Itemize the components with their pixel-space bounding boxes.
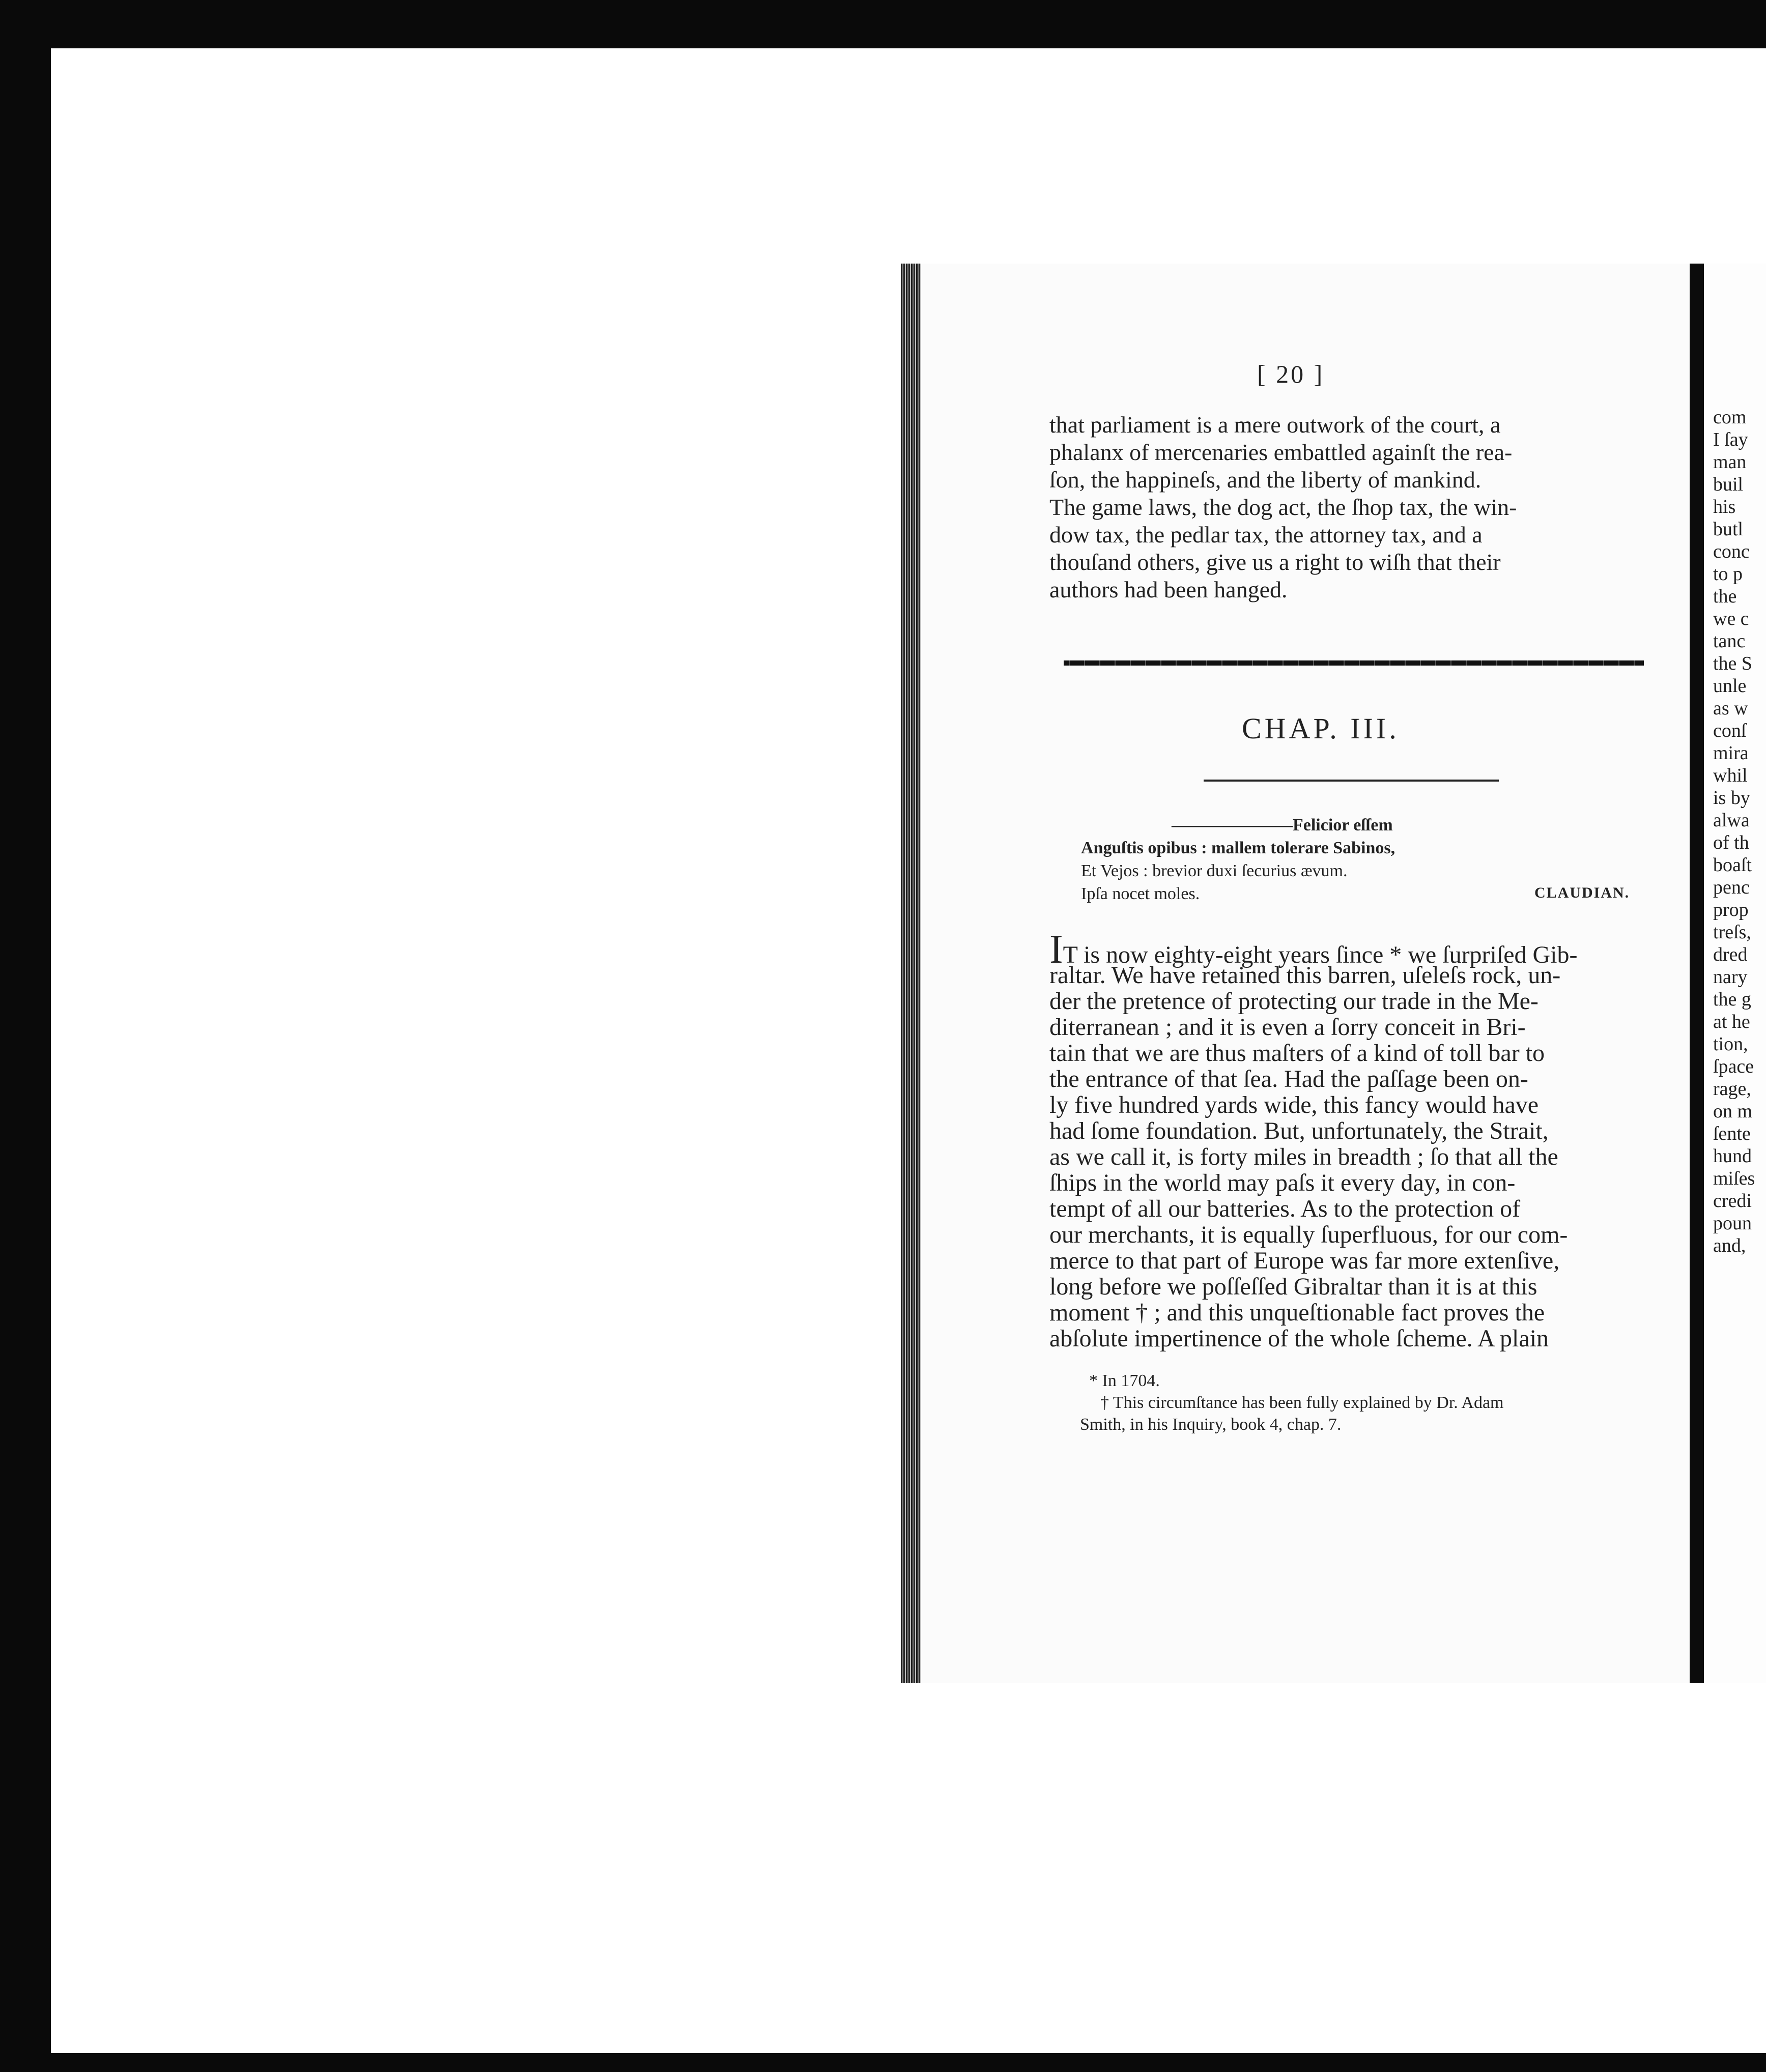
text-line: the entrance of that ſea. Had the paſſage been on- (1049, 1066, 1528, 1092)
page-header: [ 20 ] (1257, 360, 1325, 388)
text-line: ly five hundred yards wide, this fancy would have (1049, 1091, 1539, 1118)
fragment-line: we c (1713, 608, 1749, 629)
right-page-fragment (1704, 264, 1766, 1683)
text-line: abſolute impertinence of the whole ſcheme. A plain (1049, 1325, 1549, 1352)
fragment-line: dred (1713, 944, 1748, 965)
text-line: phalanx of mercenaries embattled againſt the rea- (1049, 439, 1513, 465)
fragment-line: at he (1713, 1011, 1750, 1032)
text-line: diterranean ; and it is even a ſorry conceit in Bri- (1049, 1014, 1526, 1041)
text-line: as we call it, is forty miles in breadth ; ſo that all the (1049, 1143, 1558, 1170)
text-line: merce to that part of Europe was far more extenſive, (1049, 1247, 1560, 1274)
fragment-line: is by (1713, 787, 1750, 809)
fragment-line: whil (1713, 765, 1748, 786)
text-line: had ſome foundation. But, unfortunately, the Strait, (1049, 1117, 1549, 1144)
text-line: ſhips in the world may paſs it every day, in con- (1049, 1169, 1516, 1196)
epigraph-attribution: CLAUDIAN. (1534, 884, 1630, 901)
drop-cap: I (1049, 927, 1063, 972)
chapter-rule (1204, 780, 1499, 782)
text-line: raltar. We have retained this barren, uſeleſs rock, un- (1049, 962, 1561, 989)
fragment-line: tanc (1713, 630, 1746, 652)
fragment-line: treſs, (1713, 922, 1751, 943)
epigraph-line: Anguſtis opibus : mallem tolerare Sabinos, (1081, 839, 1395, 857)
text-line: The game laws, the dog act, the ſhop tax, the win- (1049, 494, 1517, 520)
fragment-line: the (1713, 586, 1737, 607)
book-gutter (1690, 264, 1704, 1683)
fragment-line: conſ (1713, 720, 1747, 741)
scan-frame-top (0, 0, 1766, 48)
left-page (921, 264, 1690, 1683)
footnote-line: † This circumſtance has been fully explained by Dr. Adam (1100, 1393, 1504, 1412)
fragment-line: boaſt (1713, 854, 1752, 876)
first-line-text: T is now eighty-eight years ſince * we ſurpriſed Gib- (1063, 941, 1578, 968)
footnote-line: * In 1704. (1089, 1371, 1160, 1390)
fragment-line: ſpace (1713, 1056, 1754, 1077)
text-line: dow tax, the pedlar tax, the attorney tax, and a (1049, 522, 1483, 548)
text-line: der the pretence of protecting our trade in the Me- (1049, 988, 1539, 1015)
epigraph-line: ———————Felicior eſſem (1172, 816, 1393, 834)
fragment-line: hund (1713, 1145, 1752, 1167)
fragment-line: and, (1713, 1235, 1746, 1256)
fragment-line: on m (1713, 1101, 1753, 1122)
footnote-line: Smith, in his Inquiry, book 4, chap. 7. (1080, 1415, 1342, 1434)
fragment-line: his (1713, 496, 1736, 517)
fragment-line: poun (1713, 1213, 1752, 1234)
fragment-line: the g (1713, 989, 1751, 1010)
open-book (901, 264, 1766, 1683)
fragment-line: the S (1713, 653, 1753, 674)
text-line: long before we poſſeſſed Gibraltar than it is at this (1049, 1273, 1537, 1300)
fragment-line: conc (1713, 541, 1750, 562)
text-line: ſon, the happineſs, and the liberty of mankind. (1049, 467, 1482, 493)
fragment-line: ſente (1713, 1123, 1751, 1144)
scan-frame-bottom (0, 2053, 1766, 2072)
text-line: authors had been hanged. (1049, 577, 1288, 602)
epigraph-line: Et Vejos : brevior duxi ſecurius ævum. (1081, 861, 1348, 880)
fragment-line: miſes (1713, 1168, 1755, 1189)
fragment-line: rage, (1713, 1078, 1751, 1100)
fragment-line: butl (1713, 519, 1744, 540)
fragment-line: unle (1713, 675, 1747, 697)
fragment-line: credi (1713, 1190, 1752, 1212)
text-line: thouſand others, give us a right to wiſh that their (1049, 549, 1501, 575)
text-line: tain that we are thus maſters of a kind of toll bar to (1049, 1040, 1545, 1067)
text-line: our merchants, it is equally ſuperfluous, for our com- (1049, 1221, 1568, 1248)
fragment-line: buil (1713, 474, 1744, 495)
fragment-line: tion, (1713, 1033, 1748, 1055)
chapter-title: CHAP. III. (1242, 712, 1400, 745)
epigraph-line: Ipſa nocet moles. (1081, 884, 1200, 903)
fragment-line: penc (1713, 877, 1750, 898)
scan-frame-left (0, 0, 51, 2072)
fragment-line: to p (1713, 563, 1743, 585)
text-line: that parliament is a mere outwork of the court, a (1049, 412, 1501, 438)
text-line: tempt of all our batteries. As to the protection of (1049, 1195, 1521, 1222)
fragment-line: as w (1713, 698, 1748, 719)
fragment-line: alwa (1713, 810, 1750, 831)
fragment-line: com (1713, 407, 1747, 428)
fragment-line: I ſay (1713, 429, 1748, 450)
section-divider (1064, 660, 1644, 666)
text-line: moment † ; and this unqueſtionable fact proves the (1049, 1299, 1545, 1326)
fragment-line: mira (1713, 742, 1749, 764)
fragment-line: man (1713, 451, 1747, 473)
fragment-line: nary (1713, 966, 1748, 988)
page-edge-stack (901, 264, 921, 1683)
fragment-line: of th (1713, 832, 1749, 853)
fragment-line: prop (1713, 899, 1749, 920)
